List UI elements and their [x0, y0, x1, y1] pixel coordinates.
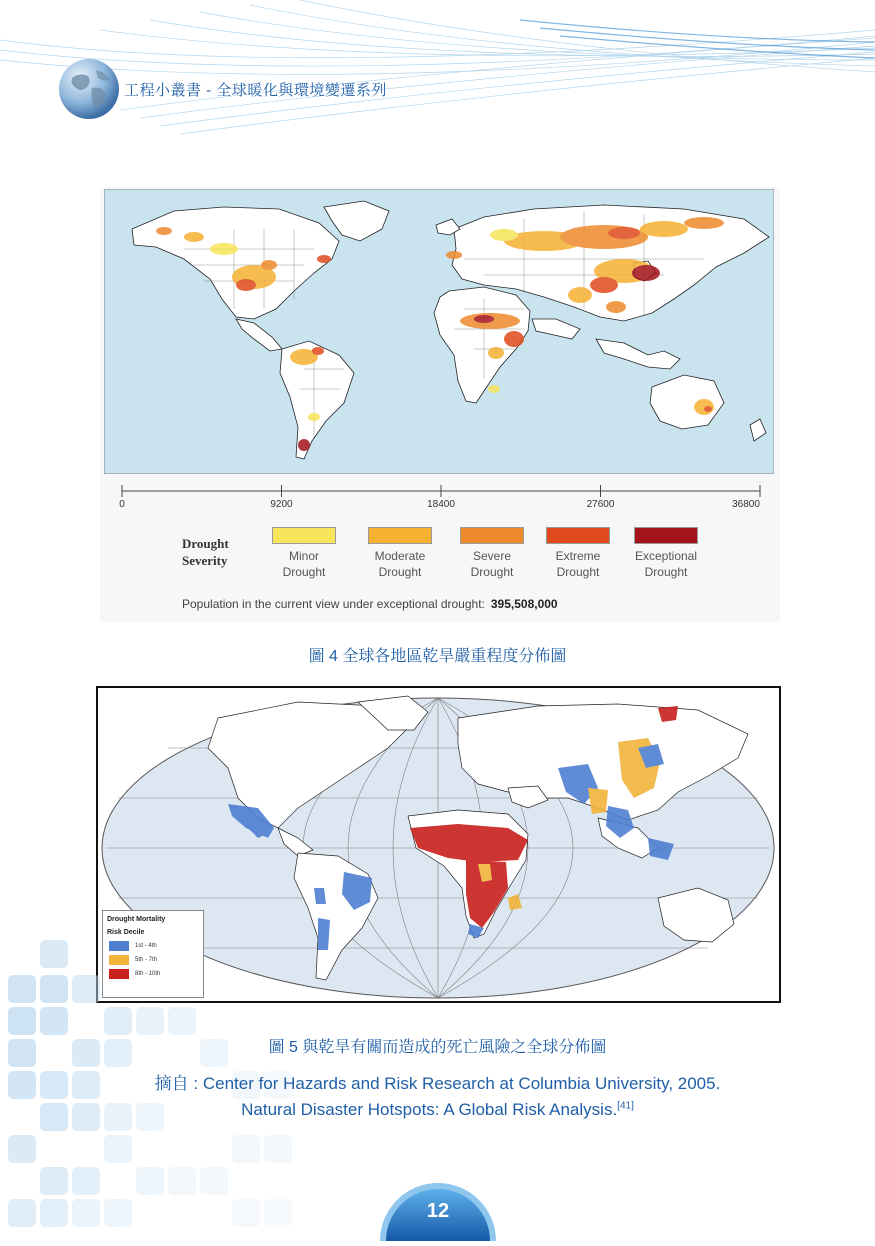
page-number-badge — [378, 1180, 498, 1241]
population-statement: Population in the current view under exceptional drought: 395,508,000 — [182, 597, 558, 611]
figure-4-drought-severity — [100, 187, 780, 622]
population-scale-bar — [100, 477, 780, 517]
scale-tick-label: 18400 — [427, 499, 455, 510]
drought-severity-world-map — [104, 189, 774, 474]
globe-logo-icon — [58, 58, 120, 120]
scale-tick-label: 9200 — [270, 499, 293, 510]
legend-swatch — [546, 527, 610, 544]
legend-swatch — [272, 527, 336, 544]
figure-5-source-line-1: 摘自 : Center for Hazards and Risk Research at Columbia University, 2005. — [154, 1074, 721, 1093]
figure-5-caption: 圖 5 與乾旱有關而造成的死亡風險之全球分佈圖 — [268, 1039, 607, 1056]
legend-swatch — [634, 527, 698, 544]
legend-item-high-risk: 8th - 10th — [109, 969, 203, 979]
legend-item-extreme: Extreme Drought — [532, 527, 624, 580]
scale-tick-label: 36800 — [732, 499, 760, 510]
legend-item-exceptional: Exceptional Drought — [620, 527, 712, 580]
legend-item-low-risk: 1st - 4th — [109, 941, 203, 951]
reference-number: [41] — [617, 1100, 634, 1112]
scale-tick-label: 0 — [119, 499, 125, 510]
legend-swatch — [460, 527, 524, 544]
series-title: 工程小叢書 - 全球暖化與環境變遷系列 — [124, 82, 387, 99]
legend-item-minor: Minor Drought — [258, 527, 350, 580]
legend-item-medium-risk: 5th - 7th — [109, 955, 203, 965]
legend-item-moderate: Moderate Drought — [354, 527, 446, 580]
mortality-legend: Drought Mortality Risk Decile 1st - 4th 5th - 7th 8th - 10th — [102, 910, 204, 998]
legend-swatch — [368, 527, 432, 544]
legend-item-severe: Severe Drought — [446, 527, 538, 580]
population-value: 395,508,000 — [490, 597, 558, 611]
scale-tick-label: 27600 — [586, 499, 615, 510]
figure-5-source-line-2: Natural Disaster Hotspots: A Global Risk Analysis.[41] — [241, 1100, 634, 1119]
legend-title: Drought Severity — [182, 536, 229, 568]
figure-4-caption: 圖 4 全球各地區乾旱嚴重程度分佈圖 — [308, 648, 567, 665]
page-number: 12 — [426, 1200, 450, 1222]
